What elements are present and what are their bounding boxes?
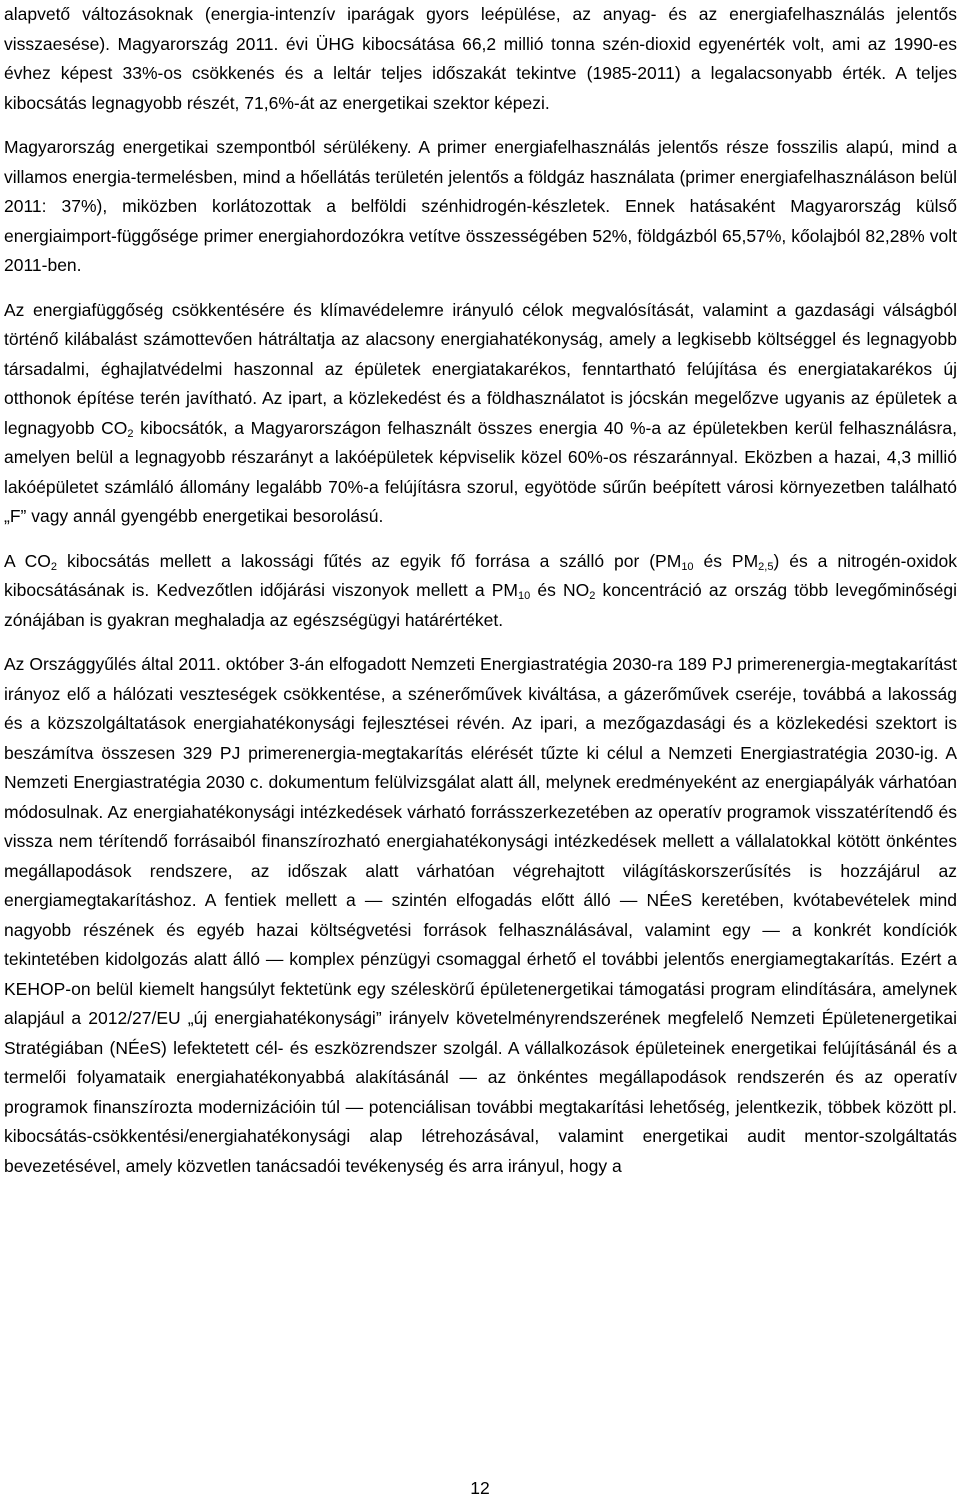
text-run: és PM [693,550,759,571]
text-run: koncentráció az ország több levegőminőségi zónájában is gyakran meghaladja az egészségügyi határértéket. [4,580,957,630]
text-run: alapvető változásoknak (energia-intenzív iparágak gyors leépülése, az anyag- és az energiafelhasználás jelentős visszaesése). Magyarország 2011. évi ÜHG kibocsátása 66,2 millió tonna szén-dioxid egyenérték volt, ami az 1990-es évhez képest 33%-os csökkenés és a leltár teljes időszakát tekintve (1985-2011) a legalacsonyabb érték. A teljes kibocsátás legnagyobb részét, 71,6%-át az energetikai szektor képezi. [4,4,957,113]
subscript: 2 [127,427,134,440]
text-run: és NO [530,580,590,600]
text-run: kibocsátók, a Magyarországon felhasznált összes energia 40 %-a az épületekben kerül felhasználásra, amelyen belül a legnagyobb részarányt a lakóépületek képviselik közel 60%-os részaránnyal. Eközben a hazai, 4,3 millió lakóépületet számláló állomány legalább 70%-a felújításra szorul, egyötöde sűrűn beépített városi környezetben található „F” vagy annál gyengébb energetikai besorolású. [4,417,957,526]
text-run: Magyarország energetikai szempontból sérülékeny. A primer energiafelhasználás jelentős része fosszilis alapú, mind a villamos energia-termelésben, mind a hőellátás területén jelentős a földgáz használata (primer energiafelhasználáson belül 2011: 37%), miközben korlátozottak a belföldi szénhidrogén-készletek. Ennek hatásaként Magyarország külső energiaimport-függősége primer energiahordozókra vetítve összességében 52%, földgázból 65,57%, kőolajból 82,28% volt 2011-ben. [4,137,957,275]
paragraph-intro [4,0,957,118]
subscript: 2 [589,590,596,602]
paragraph-strategy [4,650,957,1181]
text-run: Az energiafüggőség csökkentésére és klímavédelemre irányuló célok megvalósítását, valamint a gazdasági válságból történő kilábalást számottevően hátráltatja az alacsony energiahatékonyság, amely a legkisebb költséggel és legnagyobb társadalmi, éghajlatvédelmi haszonnal az épületek energiatakarékos, fenntartható felújítása és energiatakarékos új otthonok építése terén javítható. Az ipart, a közlekedést és a földhasználatot is jócskán megelőzve ugyanis az épületek a legnagyobb CO [4,299,957,438]
subscript: 10 [681,560,694,573]
document-page [4,0,957,1196]
paragraph-vulnerability [4,133,957,281]
text-run: Az Országgyűlés által 2011. október 3-án elfogadott Nemzeti Energiastratégia 2030-ra 189 PJ primerenergia-megtakarítást irányoz elő a hálózati veszteségek csökkentése, a szénerőművek kiváltása, a gázerőművek cseréje, továbbá a lakosság és a közszolgáltatások energiahatékonysági fejlesztései révén. Az ipari, a mezőgazdasági és a közlekedési szektort is beszámítva összesen 329 PJ primerenergia-megtakarítás elérését tűzte ki célul a Nemzeti Energiastratégia 2030-ig. A Nemzeti Energiastratégia 2030 c. dokumentum felülvizsgálat alatt áll, melynek eredményeként az energiapályák várhatóan módosulnak. Az energiahatékonysági intézkedések várható forrásszerkezetében az operatív programok visszatérítendő és vissza nem térítendő forrásaiból finanszírozható energiahatékonysági intézkedések mellett a vállalatokkal kötött önkéntes megállapodások rendszere, az időszak alatt várhatóan végrehajtott világításkorszerűsítés is hozzájárul az energiamegtakarításhoz. A fentiek mellett a — szintén elfogadás előtt álló — NÉeS keretében, kvótabevételek mind nagyobb részének és egyéb hazai költségvetési források felhasználásával, valamint egy — a konkrét kondíciók tekintetében kidolgozás alatt álló — komplex pénzügyi csomaggal érhető el további jelentős energiamegtakarítás. Ezért a KEHOP-on belül kiemelt hangsúlyt fektetünk egy széleskörű épületenergetikai támogatási program elindítására, amelynek alapjául a 2012/27/EU „új energiahatékonysági” irányelv követelményrendszerének megfelelő Nemzeti Épületenergetikai Stratégiában (NÉeS) lefektetett cél- és eszközrendszer szolgál. A vállalkozások épületeinek energetikai felújításánál és a termelői folyamataik energiahatékonyabbá alakításánál — az önkéntes megállapodások rendszerén és az operatív programok finanszírozta modernizációin túl — potenciálisan további megtakarítási lehetőség, jelentkezik, többek között pl. kibocsátás-csökkentési/energiahatékonysági alap létrehozásával, valamint energetikai audit mentor-szolgáltatás bevezetésével, amely közvetlen tanácsadói tevékenység és arra irányul, hogy a [4,654,957,1176]
page-number: 12 [470,1478,490,1498]
document-body [4,0,957,1181]
subscript: 10 [517,590,531,602]
paragraph-heating [4,547,957,636]
paragraph-buildings [4,296,957,532]
text-run: A CO [4,550,51,571]
text-run: kibocsátás mellett a lakossági fűtés az egyik fő forrása a szálló por (PM [57,550,682,571]
subscript: 2 [50,560,58,573]
text-run: ) és a nitrogén-oxidok kibocsátásának is. Kedvezőtlen időjárási viszonyok mellett a PM [4,550,957,600]
subscript: 2,5 [758,560,774,573]
